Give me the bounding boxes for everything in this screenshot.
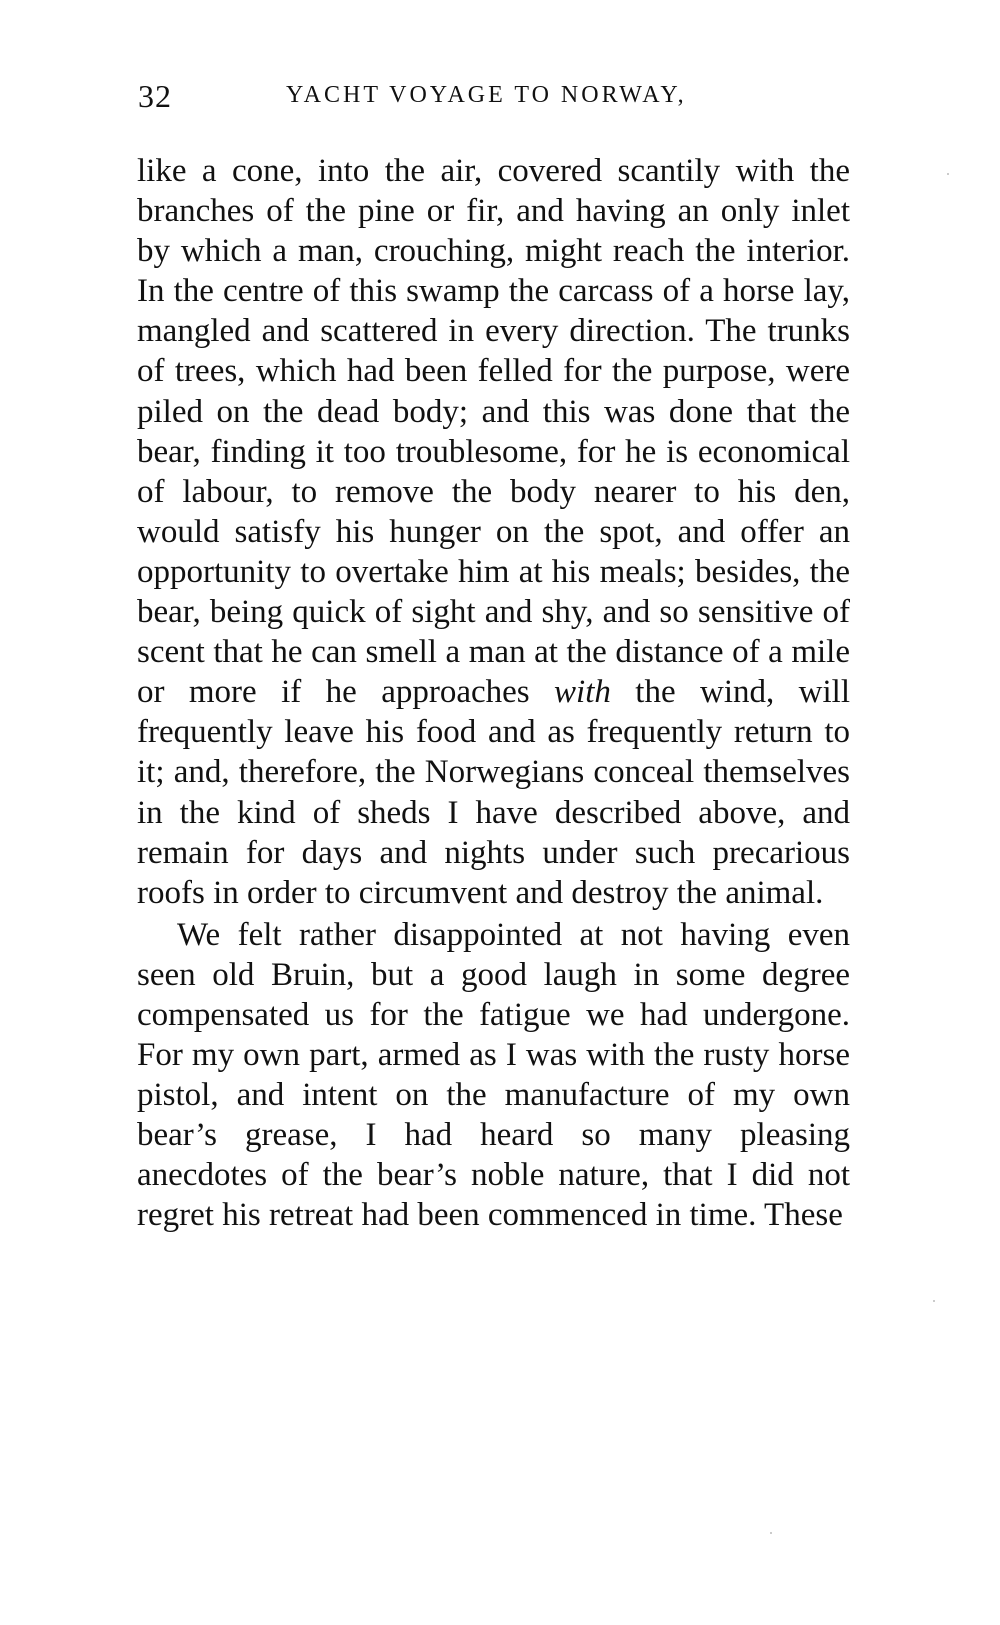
paragraph-1-text-start: like a cone, into the air, covered scantily with the branches of the pine or fir, and having an only inlet by which a man, crouching, might reach the interior. In the centre of this swamp the carcass of a horse lay, mangled and scattered in every direction. The trunks of trees, which had been felled for the purpose, were piled on the dead body; and this was done that the bear, finding it too troublesome, for he is economical of labour, to remove the body nearer to his den, would satisfy his hunger on the spot, and offer an opportunity to overtake him at his meals; besides, the bear, being quick of sight and shy, and so sensitive of scent that he can smell a man at the distance of a mile or more if he approaches bbox=[137, 153, 850, 711]
body-text bbox=[137, 151, 850, 1236]
paper-speck bbox=[933, 1300, 935, 1302]
paragraph-1 bbox=[137, 151, 850, 913]
emphasis-with: with bbox=[554, 674, 611, 711]
paragraph-2: We felt rather disappointed at not having even seen old Bruin, but a good laugh in some degree compensated us for the fatigue we had undergone. For my own part, armed as I was with the rusty horse pistol, and intent on the manufacture of my own bear’s grease, I had heard so many pleasing anecdotes of the bear’s noble nature, that I did not regret his retreat had been commenced in time. These bbox=[137, 916, 850, 1234]
paper-speck bbox=[770, 1532, 772, 1534]
page-header bbox=[138, 78, 878, 118]
paper-speck bbox=[947, 173, 949, 175]
paragraph-1-text-end: the wind, will frequently leave his food and as frequently return to it; and, therefore, the Norwegians conceal themselves in the kind of sheds I have described above, and remain for days and nights under such precarious roofs in order to circumvent and destroy the animal. bbox=[137, 674, 850, 911]
running-title: YACHT VOYAGE TO NORWAY, bbox=[286, 82, 687, 108]
page-number: 32 bbox=[138, 78, 172, 114]
